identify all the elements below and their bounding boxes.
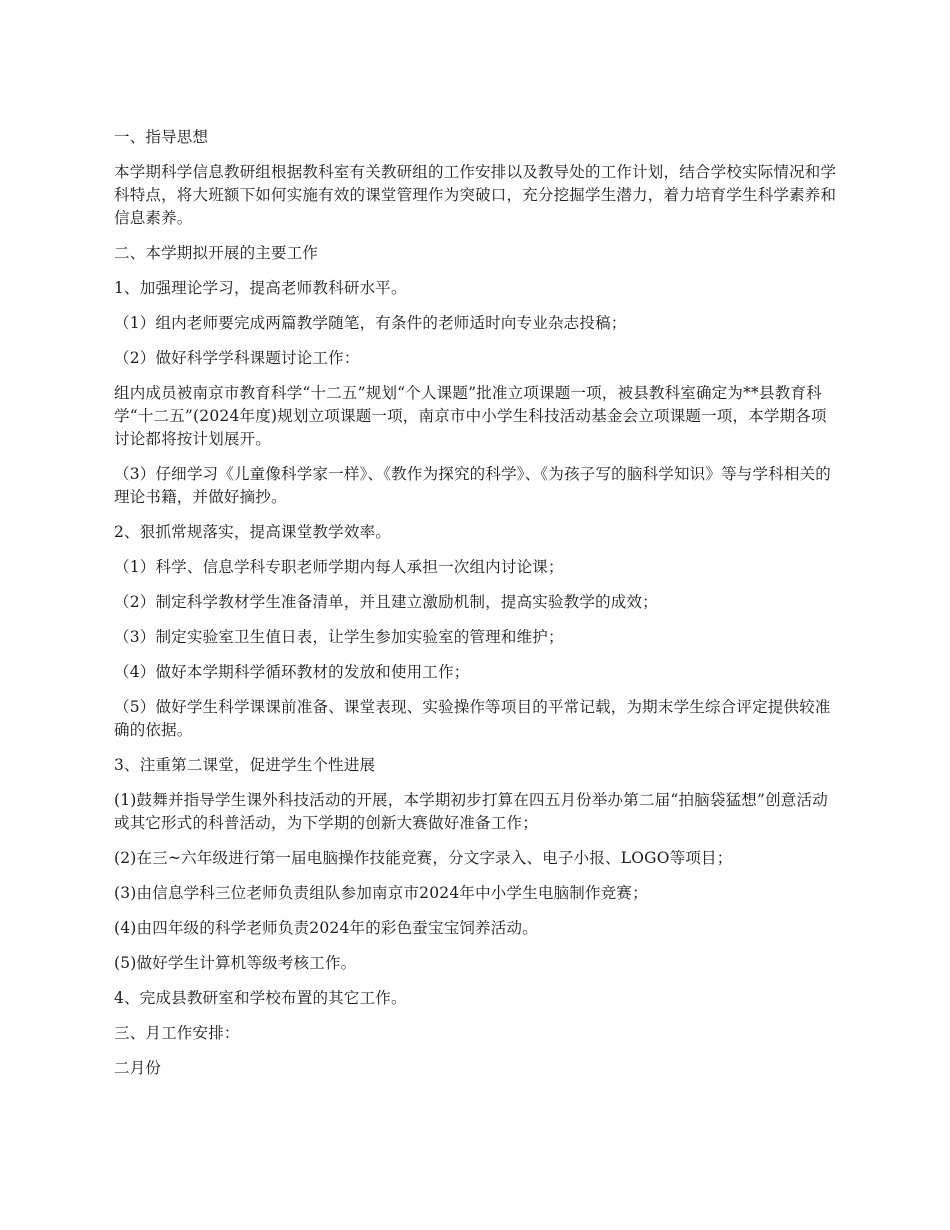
- list-item-activity-5: (5)做好学生计算机等级考核工作。: [114, 954, 357, 972]
- list-item-routine-5: （5）做好学生科学课课前准备、课堂表现、实验操作等项目的平常记载，为期末学生综合评定提供较准确的依据。: [114, 698, 831, 739]
- list-item-routine-2: （2）制定科学教材学生准备清单，并且建立激励机制，提高实验教学的成效；: [114, 593, 658, 611]
- subheading-routine: 2、狠抓常规落实，提高课堂教学效率。: [114, 523, 391, 541]
- list-item-activity-4: (4)由四年级的科学老师负责2024年的彩色蚕宝宝饲养活动。: [114, 919, 538, 937]
- list-item-routine-1: （1）科学、信息学科专职老师学期内每人承担一次组内讨论课；: [114, 558, 564, 576]
- list-item-activity-3: (3)由信息学科三位老师负责组队参加南京市2024年中小学生电脑制作竞赛；: [114, 884, 648, 902]
- list-item-activity-2: (2)在三~六年级进行第一届电脑操作技能竞赛，分文字录入、电子小报、LOGO等项目；: [114, 849, 733, 867]
- list-item-theory-1: （1）组内老师要完成两篇教学随笔，有条件的老师适时向专业杂志投稿；: [114, 314, 627, 332]
- heading-guiding-ideology: 一、指导思想: [114, 128, 209, 146]
- heading-main-work: 二、本学期拟开展的主要工作: [114, 244, 319, 262]
- document-body: [114, 126, 839, 1092]
- list-item-activity-1: (1)鼓舞并指导学生课外科技活动的开展，本学期初步打算在四五月份举办第二届“拍脑袋猛想”创意活动或其它形式的科普活动，为下学期的创新大赛做好准备工作；: [114, 791, 828, 832]
- list-item-routine-3: （3）制定实验室卫生值日表，让学生参加实验室的管理和维护；: [114, 628, 564, 646]
- heading-monthly-schedule: 三、月工作安排：: [114, 1024, 240, 1042]
- subheading-theory-study: 1、加强理论学习，提高老师教科研水平。: [114, 279, 407, 297]
- subheading-other-work: 4、完成县教研室和学校布置的其它工作。: [114, 989, 407, 1007]
- month-label-february: 二月份: [114, 1059, 162, 1077]
- subheading-second-classroom: 3、注重第二课堂，促进学生个性进展: [114, 756, 376, 774]
- list-item-theory-3: （3）仔细学习《儿童像科学家一样》、《教作为探究的科学》、《为孩子写的脑科学知识》等与学科相关的理论书籍，并做好摘抄。: [114, 465, 831, 506]
- paragraph-ideology-text: 本学期科学信息教研组根据教科室有关教研组的工作安排以及教导处的工作计划，结合学校实际情况和学科特点，将大班额下如何实施有效的课堂管理作为突破口，充分挖掘学生潜力，着力培育学生科学素养和信息素养。: [114, 163, 837, 227]
- paragraph-research-projects: 组内成员被南京市教育科学“十二五”规划“个人课题”批准立项课题一项，被县教科室确定为**县教育科学“十二五”(2024年度)规划立项课题一项，南京市中小学生科技活动基金会立项课题一项，本学期各项讨论都将按计划展开。: [114, 384, 827, 448]
- list-item-theory-2: （2）做好科学学科课题讨论工作：: [114, 349, 360, 367]
- list-item-routine-4: （4）做好本学期科学循环教材的发放和使用工作；: [114, 663, 470, 681]
